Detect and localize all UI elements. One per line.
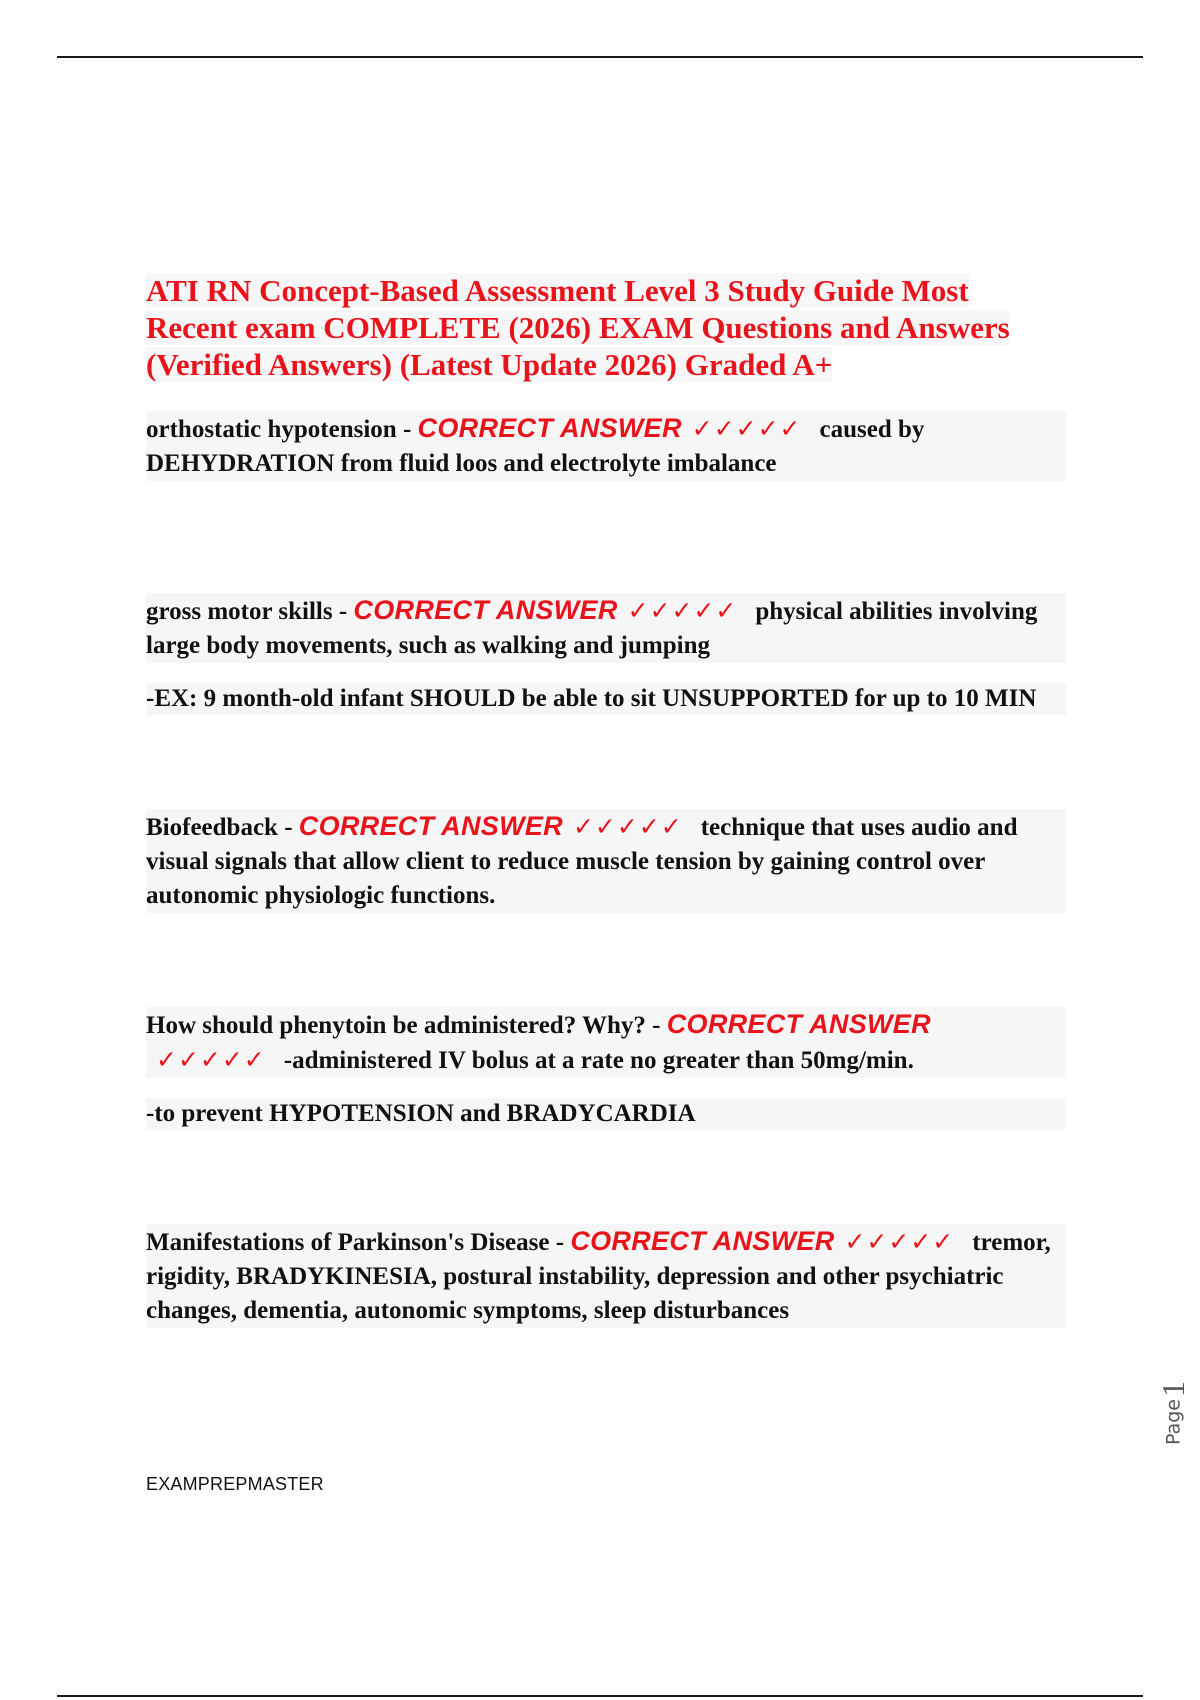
answer-note: -EX: 9 month-old infant SHOULD be able to sit UNSUPPORTED for up to 10 MIN <box>146 683 1066 715</box>
question-text: Biofeedback - <box>146 814 299 841</box>
page-number-marker <box>1155 1381 1192 1445</box>
question-text: How should phenytoin be administered? Why? - <box>146 1012 667 1039</box>
qa-block <box>146 593 1066 715</box>
correct-answer-tag: CORRECT ANSWER <box>666 1009 931 1039</box>
qa-block <box>146 809 1066 913</box>
page-word: Page <box>1162 1399 1185 1445</box>
qa-entry <box>146 411 1066 481</box>
document-title: ATI RN Concept-Based Assessment Level 3 Study Guide Most Recent exam COMPLETE (2026) EXAM Questions and Answers (Verified Answers) (Latest Update 2026) Graded A+ <box>146 273 1010 382</box>
answer-text: physical abilities involving large body movements, such as walking and jumping <box>146 598 1038 659</box>
question-text: orthostatic hypotension - <box>146 416 418 443</box>
question-text: gross motor skills - <box>146 598 354 625</box>
checkmarks-icon: ✓✓✓✓✓ <box>572 812 683 841</box>
answer-text: tremor, rigidity, BRADYKINESIA, postural instability, depression and other psychiatric changes, dementia, autonomic symptoms, sleep disturbances <box>146 1229 1051 1324</box>
qa-entry <box>146 1224 1066 1328</box>
answer-text: caused by DEHYDRATION from fluid loos and electrolyte imbalance <box>146 416 925 477</box>
answer-note: -to prevent HYPOTENSION and BRADYCARDIA <box>146 1098 1066 1130</box>
document-body <box>146 272 1066 1328</box>
qa-entry <box>146 1007 1066 1078</box>
question-text: Manifestations of Parkinson's Disease - <box>146 1229 571 1256</box>
correct-answer-tag: CORRECT ANSWER <box>570 1226 835 1256</box>
correct-answer-tag: CORRECT ANSWER <box>298 811 563 841</box>
qa-entry <box>146 809 1066 913</box>
header-rule <box>57 56 1143 58</box>
checkmarks-icon: ✓✓✓✓✓ <box>627 596 738 625</box>
title-block <box>146 272 1066 383</box>
correct-answer-tag: CORRECT ANSWER <box>353 595 618 625</box>
footer-brand: EXAMPREPMASTER <box>146 1474 324 1494</box>
qa-entry <box>146 593 1066 663</box>
checkmarks-icon: ✓✓✓✓✓ <box>691 414 802 443</box>
qa-block <box>146 1224 1066 1328</box>
checkmarks-icon: ✓✓✓✓✓ <box>844 1227 955 1256</box>
correct-answer-tag: CORRECT ANSWER <box>417 413 682 443</box>
answer-text: -administered IV bolus at a rate no greater than 50mg/min. <box>283 1047 914 1074</box>
qa-block <box>146 411 1066 481</box>
checkmarks-icon: ✓✓✓✓✓ <box>156 1045 266 1074</box>
answer-text: technique that uses audio and visual signals that allow client to reduce muscle tension by gaining control over autonomic physiologic functions. <box>146 814 1018 909</box>
footer-rule <box>57 1695 1143 1697</box>
qa-block <box>146 1007 1066 1130</box>
page-number: 1 <box>1155 1381 1191 1397</box>
